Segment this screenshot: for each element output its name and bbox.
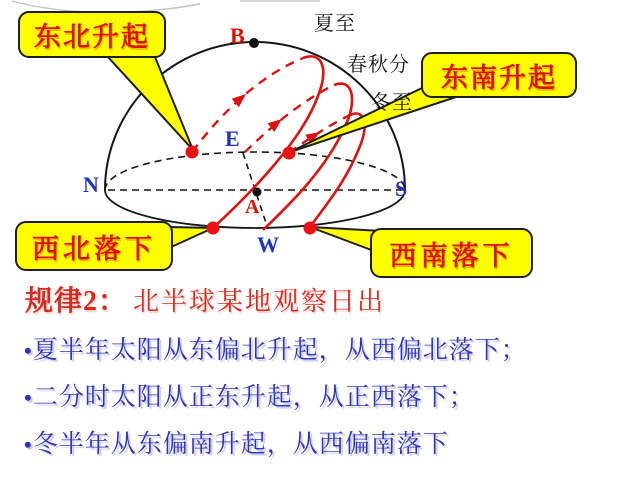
bullet-item [24,377,527,424]
observation-notes [24,330,527,471]
label-winter-solstice: 冬至 [371,92,413,114]
horizon-ellipse-back [105,152,405,190]
callout-label: 东南升起 [441,62,557,93]
callout-southeast-rise [421,52,577,98]
zenith-dot [249,38,259,48]
summer-path-dashed [192,58,303,152]
bullet-marker: • [24,385,32,410]
label-south: S [395,176,408,201]
equinox-path-solid [263,84,352,230]
rule-heading-prefix: 规律2： [25,286,128,317]
label-west: W [257,232,279,257]
set-dot-northwest [207,222,220,235]
callout-southwest-set [370,228,533,278]
callout-label: 西南落下 [389,240,514,271]
bullet-text: 二分时太阳从正东升起，从正西落下； [32,384,475,411]
callout-northeast-rise [18,11,166,58]
rule-heading-title: 北半球某地观察日出 [133,287,386,316]
bullet-text: 冬半年从东偏南升起，从西偏南落下 [32,431,449,458]
label-observer-a: A [245,196,260,218]
bullet-marker: • [24,432,32,457]
callout-tail-northwest [169,227,213,248]
label-equinox: 春秋分 [347,54,410,76]
set-dot-southwest [304,222,317,235]
bullet-item [24,330,527,377]
label-summer-solstice: 夏至 [314,13,356,35]
bullet-marker: • [24,338,32,363]
callout-tail-northeast [108,57,193,150]
label-zenith-b: B [230,23,245,48]
rise-dot-northeast [186,146,199,159]
bullet-item [24,424,527,471]
rise-dot-southeast [283,147,296,160]
label-east: E [225,126,240,151]
label-north: N [83,172,99,197]
bullet-text: 夏半年太阳从东偏北升起，从西偏北落下； [32,337,527,364]
rule-heading [25,279,385,319]
callout-label: 东北升起 [34,22,150,52]
callout-northwest-set [15,221,173,271]
callout-label: 西北落下 [32,233,156,264]
